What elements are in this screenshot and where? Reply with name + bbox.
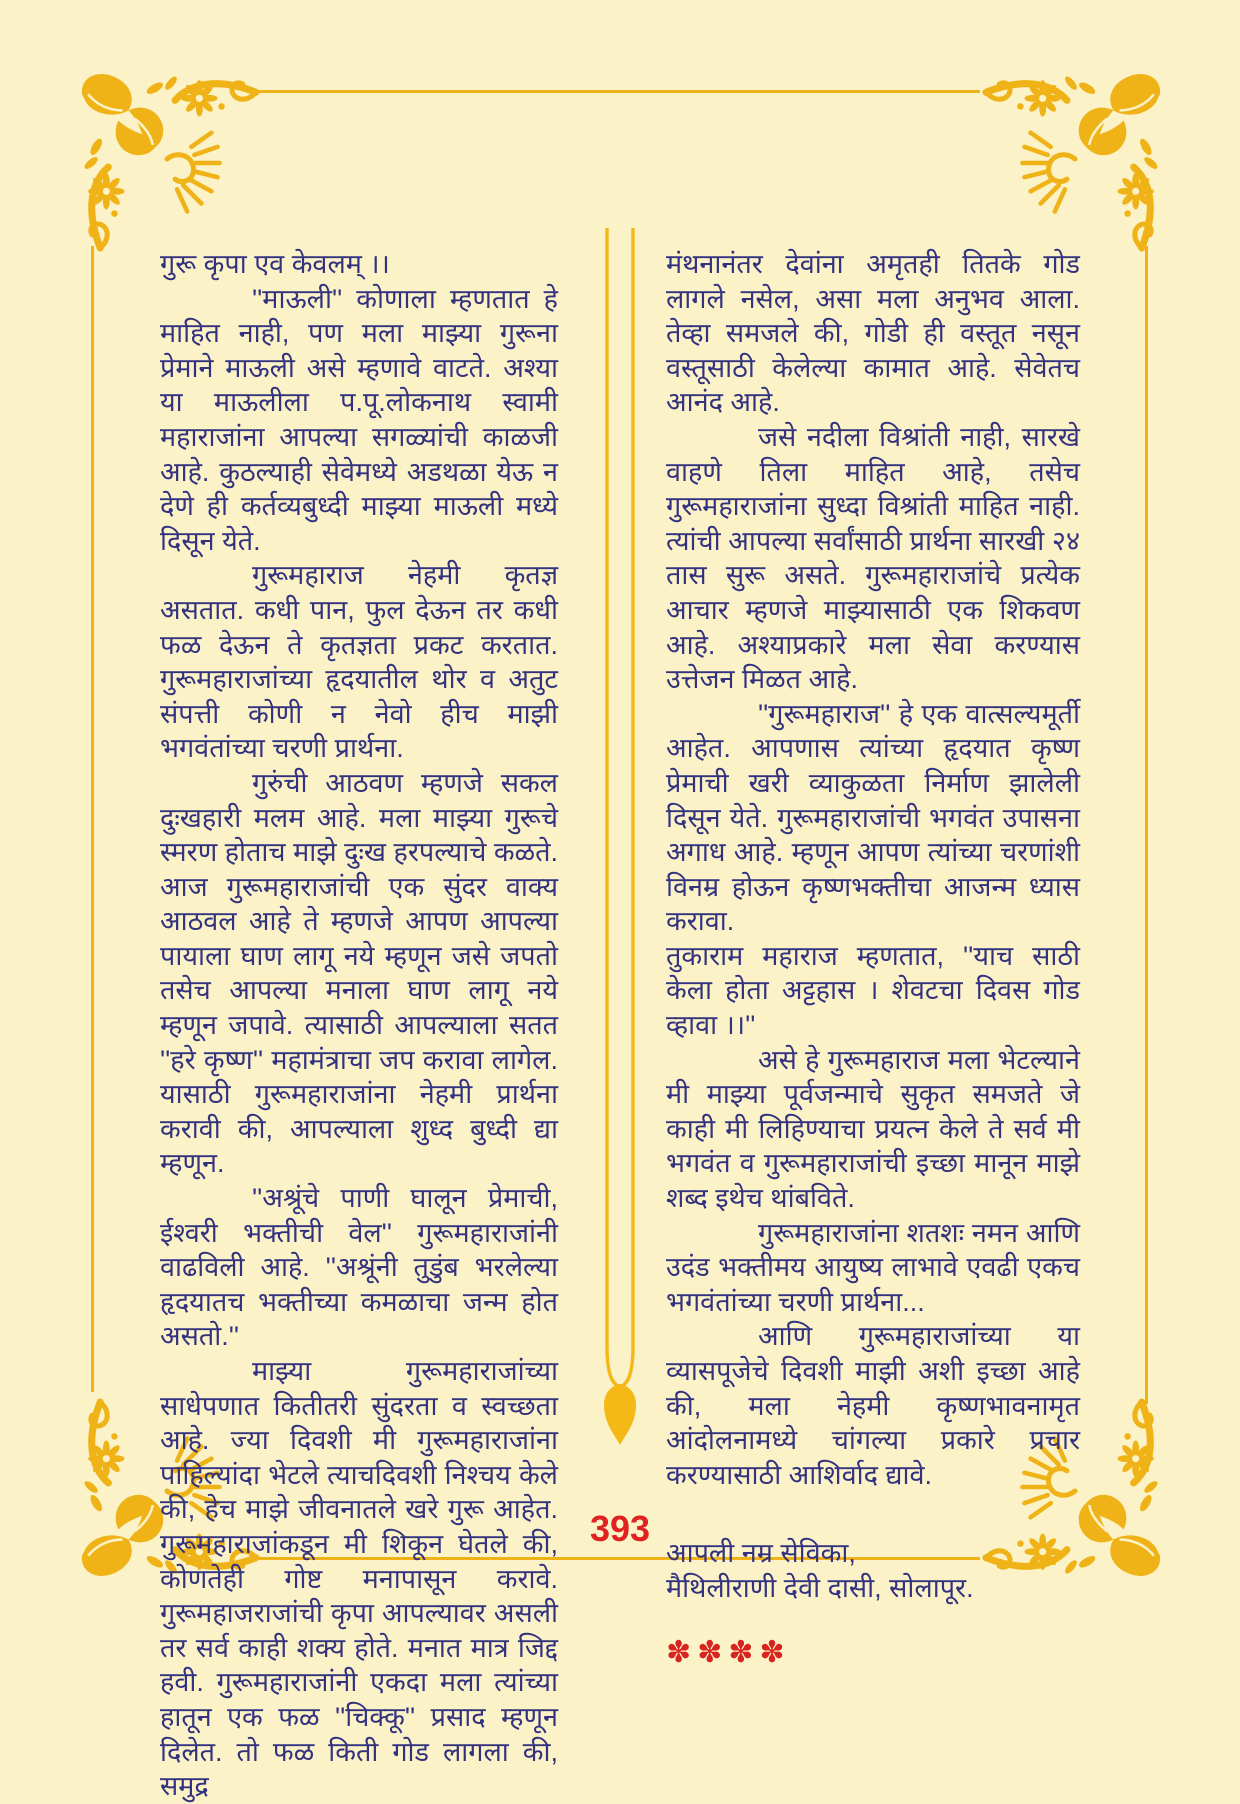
frame-top-line bbox=[258, 90, 980, 93]
page-number: 393 bbox=[589, 1508, 651, 1549]
frame-right-line bbox=[1145, 246, 1148, 1404]
paragraph: ''गुरूमहाराज'' हे एक वात्सल्यमूर्ती आहेत. आपणास त्यांच्या हृदयात कृष्ण प्रेमाची खरी व्याकुळता निर्माण झालेली दिसून येते. गुरूमहाराजांची भगवंत उपासना अगाध आहे. म्हणून आपण त्यांच्या चरणांशी विनम्र होऊन कृष्णभक्तीचा आजन्म ध्यास करावा. bbox=[666, 698, 1080, 937]
paragraph: गुरुंची आठवण म्हणजे सकल दुःखहारी मलम आहे. मला माझ्या गुरूचे स्मरण होताच माझे दुःख हरपल्याचे कळते. आज गुरूमहाराजांची एक सुंदर वाक्य आठवल आहे ते म्हणजे आपण आपल्या पायाला घाण लागू नये म्हणून जसे जपतो तसेच आपल्या मनाला घाण लागू नये म्हणून जपावे. त्यासाठी आपल्याला सतत ''हरे कृष्ण'' महामंत्राचा जप करावा लागेल. यासाठी गुरूमहाराजांना नेहमी प्रार्थना करावी की, आपल्याला शुध्द बुध्दी द्या म्हणून. bbox=[160, 767, 559, 1179]
signature-line: आपली नम्र सेविका, bbox=[666, 1538, 856, 1569]
right-text-column bbox=[666, 247, 1080, 1670]
signature-line: मैथिलीराणी देवी दासी, सोलापूर. bbox=[666, 1572, 974, 1603]
column-divider-icon bbox=[600, 228, 640, 1450]
paragraph: माझ्या गुरूमहाराजांच्या साधेपणात कितीतरी सुंदरता व स्वच्छता आहे. ज्या दिवशी मी गुरूमहाराजांना पाहिल्यांदा भेटले त्याचदिवशी निश्चय केले की, हेच माझे जीवनातले खरे गुरू आहेत. गुरूमहाराजांकडून मी शिकून घेतले की, कोणतेही गोष्ट मनापासून करावे. गुरूमहाजराजांची कृपा आपल्यावर असली तर सर्व काही शक्य होते. मनात मात्र जिद्द हवी. गुरूमहाराजांनी एकदा मला त्यांच्या हातून एक फळ ''चिक्कू'' प्रसाद म्हणून दिलेत. तो फळ किती गोड लागला की, समुद्र bbox=[160, 1356, 558, 1802]
paragraph: आणि गुरूमहाराजांच्या या व्यासपूजेचे दिवशी माझी अशी इच्छा आहे की, मला नेहमी कृष्णभावनामृत आंदोलनामध्ये चांगल्या प्रकारे प्रचार करण्यासाठी आशिर्वाद द्यावे. bbox=[666, 1321, 1080, 1490]
paragraph: जसे नदीला विश्रांती नाही, सारखे वाहणे तिला माहित आहे, तसेच गुरूमहाराजांना सुध्दा विश्रांती माहित नाही. त्यांची आपल्या सर्वांसाठी प्रार्थना सारखी २४ तास सुरू असते. गुरूमहाराजांचे प्रत्येक आचार म्हणजे माझ्यासाठी एक शिकवण आहे. अश्याप्रकारे मला सेवा करण्यास उत्तेजन मिळत आहे. bbox=[666, 421, 1080, 695]
corner-flourish-icon bbox=[982, 70, 1164, 252]
paragraph: तुकाराम महाराज म्हणतात, ''याच साठी केला होता अट्टहास । शेवटचा दिवस गोड व्हावा ।।'' bbox=[666, 940, 1080, 1041]
end-asterisks-separator: ✽✽✽✽ bbox=[666, 1635, 791, 1669]
left-text-column bbox=[160, 247, 558, 1804]
paragraph: गुरूमहाराज नेहमी कृतज्ञ असतात. कधी पान, फुल देऊन तर कधी फळ देऊन ते कृतज्ञता प्रकट करतात. गुरूमहाराजांच्या हृदयातील थोर व अतुट संपत्ती कोणी न नेवो हीच माझी भगवंतांच्या चरणी प्रार्थना. bbox=[160, 560, 558, 764]
corner-flourish-icon bbox=[78, 70, 260, 252]
paragraph: असे हे गुरूमहाराज मला भेटल्याने मी माझ्या पूर्वजन्माचे सुकृत समजते जे काही मी लिहिण्याचा प्रयत्न केले ते सर्व मी भगवंत व गुरूमहाराजांची इच्छा मानून माझे शब्द इथेच थांबविते. bbox=[666, 1044, 1080, 1214]
paragraph: मंथनानंतर देवांना अमृतही तितके गोड लागले नसेल, असा मला अनुभव आला. तेव्हा समजले की, गोडी ही वस्तूत नसून वस्तूसाठी केलेल्या कामात आहे. सेवेतच आनंद आहे. bbox=[666, 249, 1080, 418]
paragraph: ''माऊली'' कोणाला म्हणतात हे माहित नाही, पण मला माझ्या गुरूना प्रेमाने माऊली असे म्हणावे वाटते. अश्या या माऊलीला प.पू.लोकनाथ स्वामी महाराजांना आपल्या सगळ्यांची काळजी आहे. कुठल्याही सेवेमध्ये अडथळा येऊ न देणे ही कर्तव्यबुध्दी माझ्या माऊली मध्ये दिसून येते. bbox=[160, 283, 558, 556]
right-column-paragraphs bbox=[666, 247, 1080, 1492]
paragraph: ''अश्रूंचे पाणी घालून प्रेमाची, ईश्वरी भक्तीची वेल'' गुरूमहाराजांनी वाढविली आहे. ''अश्रूंनी तुडुंब भरलेल्या हृदयातच भक्तीच्या कमळाचा जन्म होत असतो.'' bbox=[160, 1183, 558, 1352]
frame-left-line bbox=[91, 246, 94, 1392]
paragraph: गुरूमहाराजांना शतशः नमन आणि उदंड भक्तीमय आयुष्य लाभावे एवढी एकच भगवंतांच्या चरणी प्रार्थना... bbox=[666, 1217, 1080, 1317]
paragraph: गुरू कृपा एव केवलम् ।। bbox=[160, 249, 390, 279]
